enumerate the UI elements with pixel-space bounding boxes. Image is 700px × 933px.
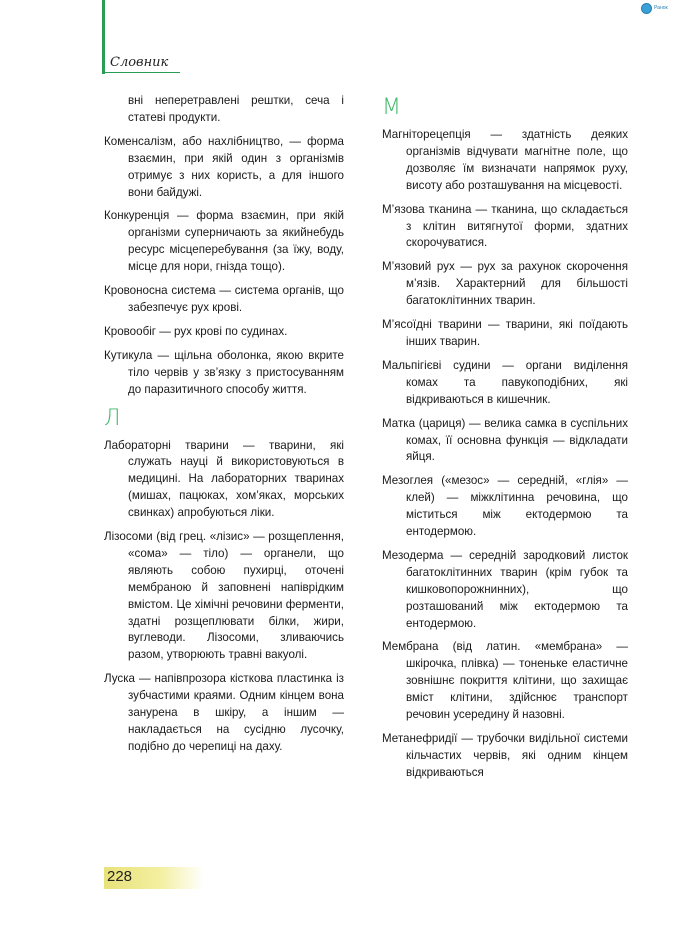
glossary-entry: Мезоглея («мезос» — середній, «глія» — клей) — міжклітинна речовина, що міститься між ектодермою та ентодермою.: [382, 474, 628, 539]
publisher-logo-icon: [641, 3, 652, 14]
glossary-entry: Метанефридії — трубочки видільної системи кільчастих червів, які одним кінцем відкриваються: [382, 732, 628, 779]
right-column: [382, 93, 628, 789]
page-number: 228: [107, 868, 133, 885]
glossary-entry: Коменсалізм, або нахлібництво, — форма взаємин, при якій один з організмів отримує з них користь, а для іншого вони байдужі.: [104, 134, 344, 199]
glossary-entry: Кровоносна система — система органів, що забезпечує рух крові.: [104, 284, 344, 314]
glossary-entry: Магніторецепція — здатність деяких організмів відчувати магнітне поле, що дозволяє їм визначати напрямок руху, висоту або розташування на місцевості.: [382, 128, 628, 192]
glossary-entry: Мальпігієві судини — органи виділення комах та павукоподібних, які відкриваються в кишечник.: [382, 358, 628, 406]
glossary-entry: Матка (цариця) — велика самка в суспільних комах, її основна функція — відкладати яйця.: [382, 416, 628, 464]
glossary-entry: вні неперетравлені рештки, сеча і статеві продукти.: [128, 94, 344, 124]
glossary-entry: Конкуренція — форма взаємин, при якій організми суперничають за якийнебудь ресурс місцеперебування (за їжу, воду, місце для нори, гнізда тощо).: [104, 209, 344, 274]
glossary-entry: Кровообіг — рух крові по судинах.: [104, 324, 288, 338]
section-letter-m: М: [382, 95, 402, 120]
glossary-entry: М’язова тканина — тканина, що складається з клітин витягнутої форми, здатних скорочуватися.: [382, 202, 628, 250]
header-underline: [102, 72, 180, 73]
glossary-entry: Мезодерма — середній зародковий листок багатоклітинних тварин (крім губок та кишковопорожнинних), що розташований між ектодермою та ентодермою.: [382, 548, 628, 630]
publisher-badge: [641, 2, 697, 14]
glossary-entry: М’язовий рух — рух за рахунок скорочення м’язів. Характерний для більшості багатоклітинних тварин.: [382, 260, 628, 308]
running-head: Словник: [110, 55, 169, 70]
glossary-entry: Лабораторні тварини — тварини, які служать науці й використовуються в медицині. На лабораторних тваринах (мишах, пацюках, хом’яках, морських свинках) апробуються ліки.: [104, 438, 344, 520]
page-number-band: [104, 867, 204, 889]
margin-accent-bar: [102, 0, 105, 74]
section-letter-l: Л: [104, 405, 122, 431]
glossary-entry: Мембрана (від латин. «мембрана» — шкірочка, плівка) — тоненьке еластичне зовнішнє покриття клітини, що захищає вміст клітини, здійснює транспорт речовин усередину й назовні.: [382, 640, 628, 722]
publisher-badge-text: Ранок: [654, 4, 668, 11]
glossary-entry: Лізосоми (від грец. «лізис» — розщеплення, «сома» — тіло) — органели, що являють собою пухирці, оточені мембраною й заповнені напіврідким вмістом. Це хімічні речовини ферменти, здатні розщеплювати білки, жири, вуглеводи. Лізосоми, зливаючись разом, утворюють травні вакуолі.: [104, 530, 344, 662]
glossary-entry: Луска — напівпрозора кісткова пластинка із зубчастими краями. Одним кінцем вона занурена в шкіру, а іншим — накладається на сусідню лусочку, подібно до черепиці на даху.: [104, 672, 344, 753]
glossary-entry: М’ясоїдні тварини — тварини, які поїдають інших тварин.: [382, 318, 628, 348]
left-column: [104, 93, 344, 763]
glossary-entry: Кутикула — щільна оболонка, якою вкрите тіло червів у зв’язку з пристосуванням до паразитичного способу життя.: [104, 348, 344, 396]
